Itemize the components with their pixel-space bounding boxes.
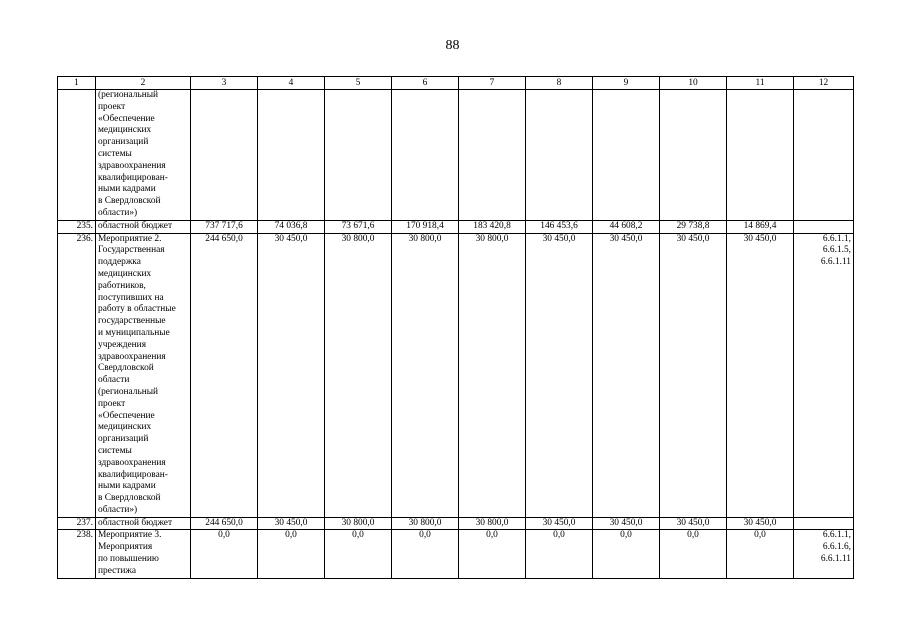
cell-value: 0,0	[593, 530, 660, 578]
column-header: 9	[593, 77, 660, 90]
table-row	[58, 530, 854, 578]
row-targets: 6.6.1.1, 6.6.1.5, 6.6.1.11	[794, 233, 854, 517]
cell-value: 14 869,4	[727, 220, 794, 233]
cell-value	[526, 90, 593, 221]
cell-value	[392, 90, 459, 221]
row-name: Мероприятие 3. Мероприятия по повышению престижа	[96, 530, 191, 578]
row-targets	[794, 220, 854, 233]
cell-value	[459, 90, 526, 221]
row-name: Мероприятие 2. Государственная поддержка медицинских работников, поступивших на работу в областные государственные и муниципальные учреждения здравоохранения Свердловской области (региональный проект «Обеспечение медицинских организаций системы здравоохранения квалифицирован- ными кадрами в Свердловской области»)	[96, 233, 191, 517]
cell-value: 30 450,0	[660, 233, 727, 517]
table-row	[58, 517, 854, 530]
row-number: 238.	[58, 530, 96, 578]
column-header: 6	[392, 77, 459, 90]
column-header: 2	[96, 77, 191, 90]
cell-value	[191, 90, 258, 221]
row-number: 235.	[58, 220, 96, 233]
cell-value: 30 450,0	[526, 517, 593, 530]
column-header: 1	[58, 77, 96, 90]
column-header: 7	[459, 77, 526, 90]
cell-value: 30 450,0	[258, 517, 325, 530]
cell-value: 0,0	[325, 530, 392, 578]
cell-value: 30 450,0	[593, 517, 660, 530]
table-row	[58, 220, 854, 233]
column-header: 12	[794, 77, 854, 90]
row-name: областной бюджет	[96, 517, 191, 530]
cell-value: 29 738,8	[660, 220, 727, 233]
cell-value: 244 650,0	[191, 517, 258, 530]
cell-value: 737 717,6	[191, 220, 258, 233]
cell-value: 30 450,0	[660, 517, 727, 530]
cell-value: 30 800,0	[392, 517, 459, 530]
cell-value: 44 608,2	[593, 220, 660, 233]
row-name: (региональный проект «Обеспечение медицинских организаций системы здравоохранения квалифицирован- ными кадрами в Свердловской области»)	[96, 90, 191, 221]
cell-value: 30 450,0	[727, 233, 794, 517]
page-number: 88	[445, 38, 460, 53]
cell-value	[727, 90, 794, 221]
column-header: 4	[258, 77, 325, 90]
cell-value: 0,0	[392, 530, 459, 578]
cell-value: 30 450,0	[727, 517, 794, 530]
cell-value: 0,0	[258, 530, 325, 578]
budget-table	[57, 76, 854, 579]
column-header: 5	[325, 77, 392, 90]
column-header: 10	[660, 77, 727, 90]
table-header-row	[58, 77, 854, 90]
row-targets: 6.6.1.1, 6.6.1.6, 6.6.1.11	[794, 530, 854, 578]
cell-value: 30 800,0	[325, 233, 392, 517]
cell-value: 0,0	[191, 530, 258, 578]
cell-value: 30 450,0	[526, 233, 593, 517]
column-header: 8	[526, 77, 593, 90]
table-row	[58, 233, 854, 517]
cell-value: 30 450,0	[258, 233, 325, 517]
cell-value: 74 036,8	[258, 220, 325, 233]
column-header: 3	[191, 77, 258, 90]
cell-value: 0,0	[459, 530, 526, 578]
cell-value: 30 800,0	[325, 517, 392, 530]
cell-value: 30 800,0	[459, 517, 526, 530]
cell-value: 30 800,0	[392, 233, 459, 517]
cell-value: 244 650,0	[191, 233, 258, 517]
cell-value: 0,0	[727, 530, 794, 578]
cell-value	[325, 90, 392, 221]
row-targets	[794, 90, 854, 221]
column-header: 11	[727, 77, 794, 90]
row-number: 236.	[58, 233, 96, 517]
cell-value	[660, 90, 727, 221]
cell-value: 30 800,0	[459, 233, 526, 517]
cell-value: 0,0	[660, 530, 727, 578]
cell-value	[593, 90, 660, 221]
cell-value: 170 918,4	[392, 220, 459, 233]
row-targets	[794, 517, 854, 530]
cell-value	[258, 90, 325, 221]
cell-value: 0,0	[526, 530, 593, 578]
row-number: 237.	[58, 517, 96, 530]
cell-value: 146 453,6	[526, 220, 593, 233]
row-name: областной бюджет	[96, 220, 191, 233]
table-row	[58, 90, 854, 221]
cell-value: 30 450,0	[593, 233, 660, 517]
cell-value: 183 420,8	[459, 220, 526, 233]
cell-value: 73 671,6	[325, 220, 392, 233]
row-number	[58, 90, 96, 221]
